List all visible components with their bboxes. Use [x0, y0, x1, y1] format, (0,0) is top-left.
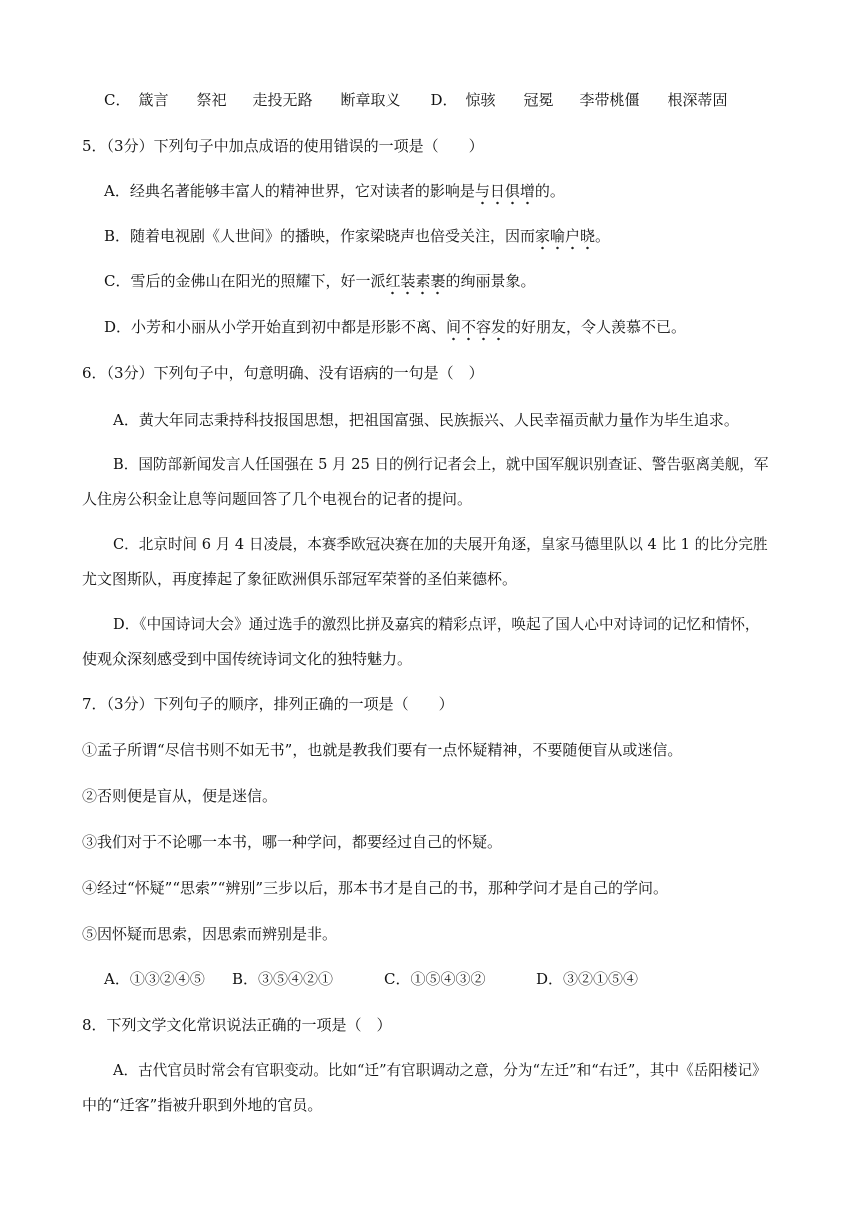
q6-option-c-line1: C．北京时间 6 月 4 日凌晨，本赛季欧冠决赛在加的夫展开角逐，皇家马德里队以 4 比 1 的比分完胜 [113, 536, 768, 553]
q5-c-idiom: 红装素裹 [385, 272, 445, 295]
q6-option-a: A．黄大年同志秉持科技报国思想，把祖国富强、民族振兴、人民幸福贡献力量作为毕生追求。 [113, 411, 739, 429]
q5-option-a [104, 181, 565, 201]
q6-option-b-line2: 人住房公积金让息等问题回答了几个电视台的记者的提问。 [82, 490, 473, 508]
q8-option-a-line2: 中的“迁客”指被升职到外地的官员。 [82, 1096, 323, 1114]
q5-b-text-end: 。 [595, 227, 611, 245]
q5-d-text-end: 的好朋友，令人羡慕不已。 [506, 318, 687, 336]
q7-stem: 7．（3分）下列句子的顺序，排列正确的一项是（ ） [82, 695, 454, 713]
q5-option-b [104, 226, 610, 246]
q4-option-line [104, 90, 728, 110]
q4-word: 根深蒂固 [667, 91, 728, 109]
q5-d-idiom: 间不容发 [446, 318, 506, 341]
q5-option-d [104, 317, 686, 337]
q5-d-text: D．小芳和小丽从小学开始直到初中都是形影不离、 [104, 318, 447, 336]
q5-c-text-end: 的绚丽景象。 [445, 272, 536, 290]
q6-option-c-line2: 尤文图斯队，再度捧起了象征欧洲俱乐部冠军荣誉的圣伯莱德杯。 [82, 570, 518, 588]
q6-option-d-line2: 使观众深刻感受到中国传统诗词文化的独特魅力。 [82, 650, 413, 668]
q8-stem: 8．下列文学文化常识说法正确的一项是（ ） [82, 1016, 392, 1034]
q7-option-a: A．①③②④⑤ [104, 970, 205, 988]
q8-option-a-line1: A．古代官员时常会有官职变动。比如“迁”有官职调动之意，分为“左迁”和“右迁”，其中《岳阳楼记》 [113, 1062, 767, 1079]
q4-word: 李带桃僵 [579, 91, 640, 109]
q4-word: 走投无路 [252, 91, 313, 109]
q5-a-text-end: 的。 [534, 182, 565, 200]
q4-label-d: D． [430, 91, 458, 109]
q7-option-d: D．③②①⑤④ [536, 970, 639, 988]
q7-option-c: C．①⑤④③② [384, 970, 486, 988]
q4-word: 祭祀 [196, 91, 227, 109]
q7-sentence-3: ③我们对于不论哪一本书，哪一种学问，都要经过自己的怀疑。 [82, 833, 503, 851]
q7-sentence-2: ②否则便是盲从，便是迷信。 [82, 787, 278, 805]
q7-sentence-5: ⑤因怀疑而思索，因思索而辨别是非。 [82, 925, 338, 943]
q5-b-idiom: 家喻户晓 [535, 227, 595, 250]
q7-options [104, 969, 638, 989]
q7-option-b: B．③⑤④②① [232, 970, 334, 988]
q4-word: 箴言 [138, 91, 169, 109]
q4-word: 断章取义 [340, 91, 401, 109]
q6-option-b-line1: B．国防部新闻发言人任国强在 5 月 25 日的例行记者会上，就中国军舰识别查证、警告驱离美舰，军 [113, 456, 769, 473]
q6-option-d-line1: D．《中国诗词大会》通过选手的激烈比拼及嘉宾的精彩点评，唤起了国人心中对诗词的记忆和情怀， [113, 616, 760, 633]
q4-label-c: C． [104, 91, 131, 109]
q5-stem: 5．（3分）下列句子中加点成语的使用错误的一项是（ ） [82, 137, 484, 155]
q5-option-c [104, 271, 536, 291]
q6-stem: 6．（3分）下列句子中，句意明确、没有语病的一句是（ ） [82, 364, 484, 382]
q5-a-idiom: 与日俱增 [475, 182, 535, 205]
q7-sentence-4: ④经过“怀疑”“思索”“辨别”三步以后，那本书才是自己的书，那种学问才是自己的学问。 [82, 879, 669, 897]
q4-word: 冠冕 [523, 91, 554, 109]
q4-word: 惊骇 [465, 91, 496, 109]
q5-c-text: C．雪后的金佛山在阳光的照耀下，好一派 [104, 272, 386, 290]
q7-sentence-1: ①孟子所谓“尽信书则不如无书”，也就是教我们要有一点怀疑精神，不要随便盲从或迷信。 [82, 741, 683, 759]
q5-a-text: A．经典名著能够丰富人的精神世界，它对读者的影响是 [104, 182, 475, 200]
q5-b-text: B．随着电视剧《人世间》的播映，作家梁晓声也倍受关注，因而 [104, 227, 536, 245]
